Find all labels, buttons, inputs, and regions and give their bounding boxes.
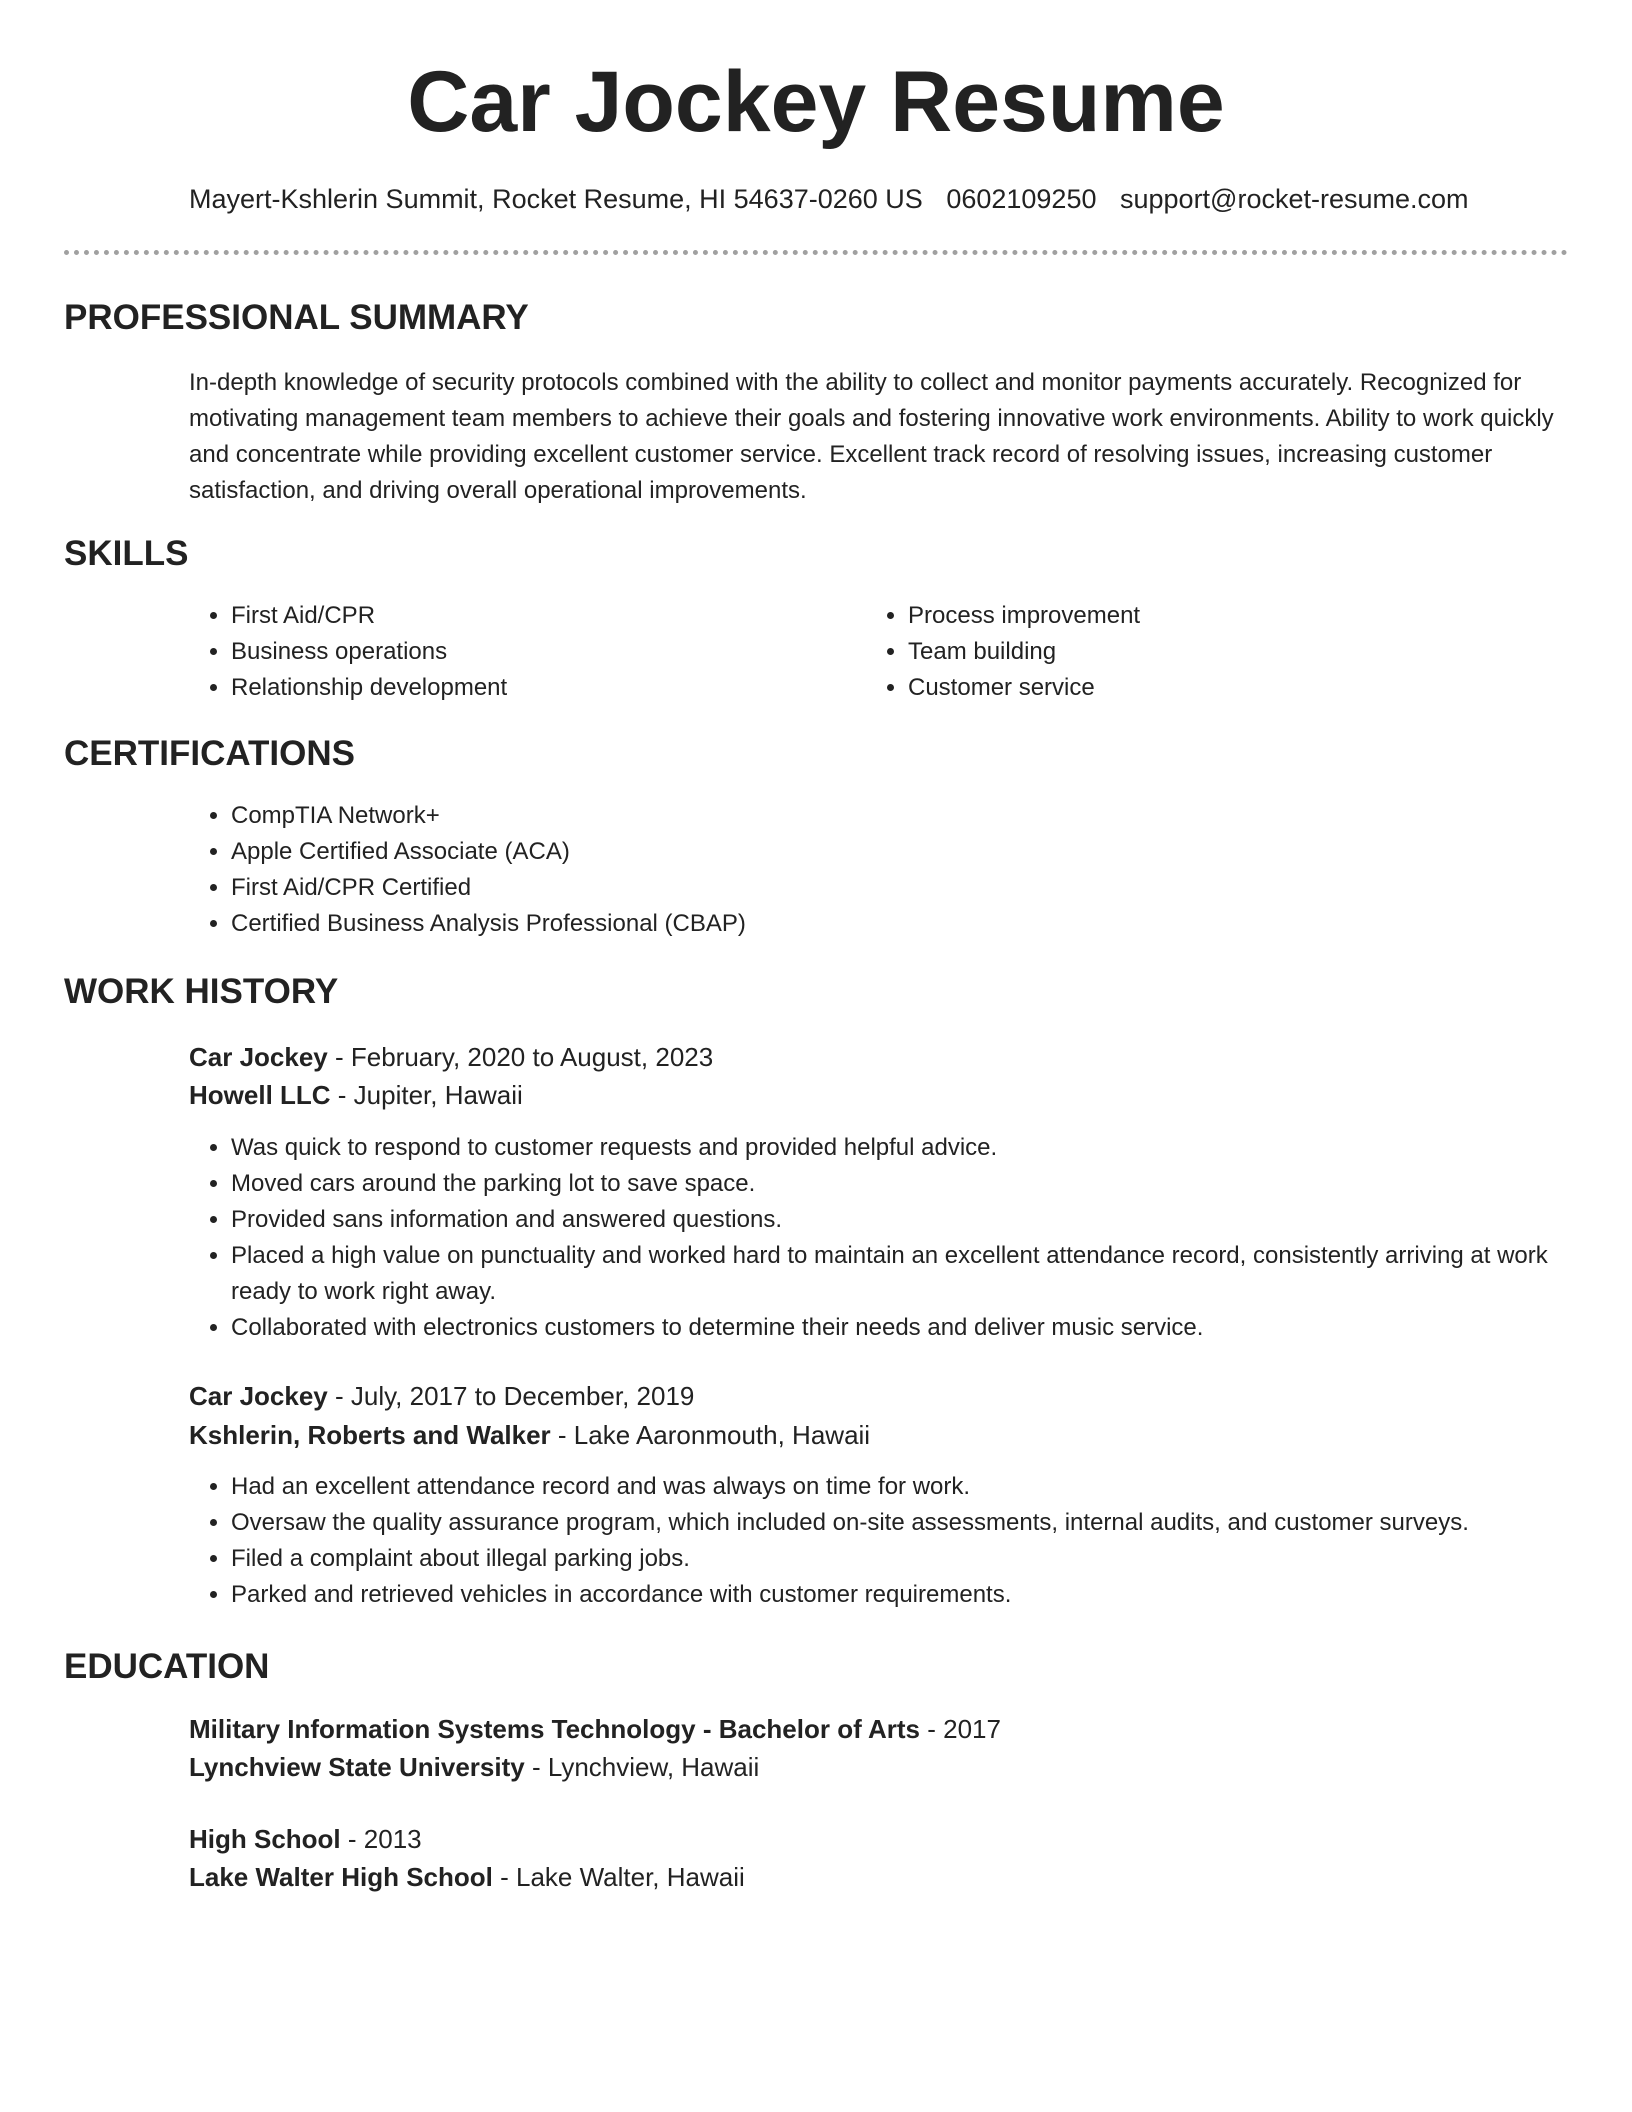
job-title-line bbox=[189, 1038, 713, 1076]
education-degree: High School bbox=[189, 1824, 341, 1854]
education-degree-line bbox=[189, 1820, 422, 1858]
contact-phone: 0602109250 bbox=[946, 184, 1097, 214]
job-title-line bbox=[189, 1377, 694, 1415]
certification-item: • Apple Certified Associate (ACA) bbox=[231, 834, 1531, 870]
job-bullet: • Oversaw the quality assurance program, which included on-site assessments, internal audits, and customer surveys. bbox=[231, 1505, 1631, 1541]
summary-text: In-depth knowledge of security protocols combined with the ability to collect and monitor payments accurately. Recognized for motivating management team members to achieve their goals and fostering innovative work environments. Ability to work quickly and concentrate while providing excellent customer service. Excellent track record of resolving issues, increasing customer satisfaction, and driving overall operational improvements. bbox=[189, 369, 1554, 504]
skill-item: • Customer service bbox=[908, 670, 1508, 706]
job-company-line bbox=[189, 1416, 870, 1454]
skills-list-right bbox=[864, 598, 1508, 706]
job-bullet: • Filed a complaint about illegal parking jobs. bbox=[231, 1541, 1631, 1577]
job-location: - Jupiter, Hawaii bbox=[330, 1080, 523, 1110]
skills-list-left bbox=[187, 598, 831, 706]
education-location: - Lynchview, Hawaii bbox=[524, 1752, 760, 1782]
skills-heading: SKILLS bbox=[64, 534, 189, 573]
education-school: Lynchview State University bbox=[189, 1752, 525, 1782]
education-school: Lake Walter High School bbox=[189, 1862, 493, 1892]
job-company: Howell LLC bbox=[189, 1080, 331, 1110]
education-school-line bbox=[189, 1858, 745, 1896]
job-bullets bbox=[187, 1469, 1631, 1613]
education-year: - 2017 bbox=[920, 1714, 1001, 1744]
job-bullet: • Was quick to respond to customer requests and provided helpful advice. bbox=[231, 1130, 1611, 1166]
summary-heading: PROFESSIONAL SUMMARY bbox=[64, 298, 529, 337]
job-bullet: • Moved cars around the parking lot to save space. bbox=[231, 1166, 1611, 1202]
certifications-list bbox=[187, 798, 1531, 942]
job-company: Kshlerin, Roberts and Walker bbox=[189, 1420, 551, 1450]
work-history-heading: WORK HISTORY bbox=[64, 972, 339, 1011]
job-bullet: • Placed a high value on punctuality and worked hard to maintain an excellent attendance record, consistently arriving at work ready to work right away. bbox=[231, 1238, 1611, 1310]
skill-item: • Relationship development bbox=[231, 670, 831, 706]
education-location: - Lake Walter, Hawaii bbox=[492, 1862, 745, 1892]
certification-item: • First Aid/CPR Certified bbox=[231, 870, 1531, 906]
job-role: Car Jockey bbox=[189, 1381, 328, 1411]
skill-item: • First Aid/CPR bbox=[231, 598, 831, 634]
contact-line bbox=[189, 181, 1485, 217]
job-dates: - February, 2020 to August, 2023 bbox=[327, 1042, 714, 1072]
skill-item: • Business operations bbox=[231, 634, 831, 670]
job-role: Car Jockey bbox=[189, 1042, 328, 1072]
certification-item: • CompTIA Network+ bbox=[231, 798, 1531, 834]
job-bullet: • Collaborated with electronics customers to determine their needs and deliver music service. bbox=[231, 1310, 1611, 1346]
education-degree-line bbox=[189, 1710, 1001, 1748]
skill-item: • Process improvement bbox=[908, 598, 1508, 634]
education-year: - 2013 bbox=[340, 1824, 422, 1854]
job-dates: - July, 2017 to December, 2019 bbox=[327, 1381, 695, 1411]
job-bullet: • Provided sans information and answered questions. bbox=[231, 1202, 1611, 1238]
job-bullet: • Parked and retrieved vehicles in accordance with customer requirements. bbox=[231, 1577, 1631, 1613]
contact-address: Mayert-Kshlerin Summit, Rocket Resume, HI 54637-0260 US bbox=[189, 184, 923, 214]
certification-item: • Certified Business Analysis Professional (CBAP) bbox=[231, 906, 1531, 942]
job-bullet: • Had an excellent attendance record and was always on time for work. bbox=[231, 1469, 1631, 1505]
job-company-line bbox=[189, 1076, 523, 1114]
job-location: - Lake Aaronmouth, Hawaii bbox=[550, 1420, 871, 1450]
certifications-heading: CERTIFICATIONS bbox=[64, 734, 356, 773]
education-school-line bbox=[189, 1748, 759, 1786]
resume-title: Car Jockey Resume bbox=[407, 54, 1225, 150]
job-bullets bbox=[187, 1130, 1611, 1346]
education-heading: EDUCATION bbox=[64, 1647, 270, 1686]
header-divider bbox=[64, 250, 1568, 255]
skill-item: • Team building bbox=[908, 634, 1508, 670]
education-degree: Military Information Systems Technology - Bachelor of Arts bbox=[189, 1714, 921, 1744]
contact-email: support@rocket-resume.com bbox=[1120, 184, 1469, 214]
